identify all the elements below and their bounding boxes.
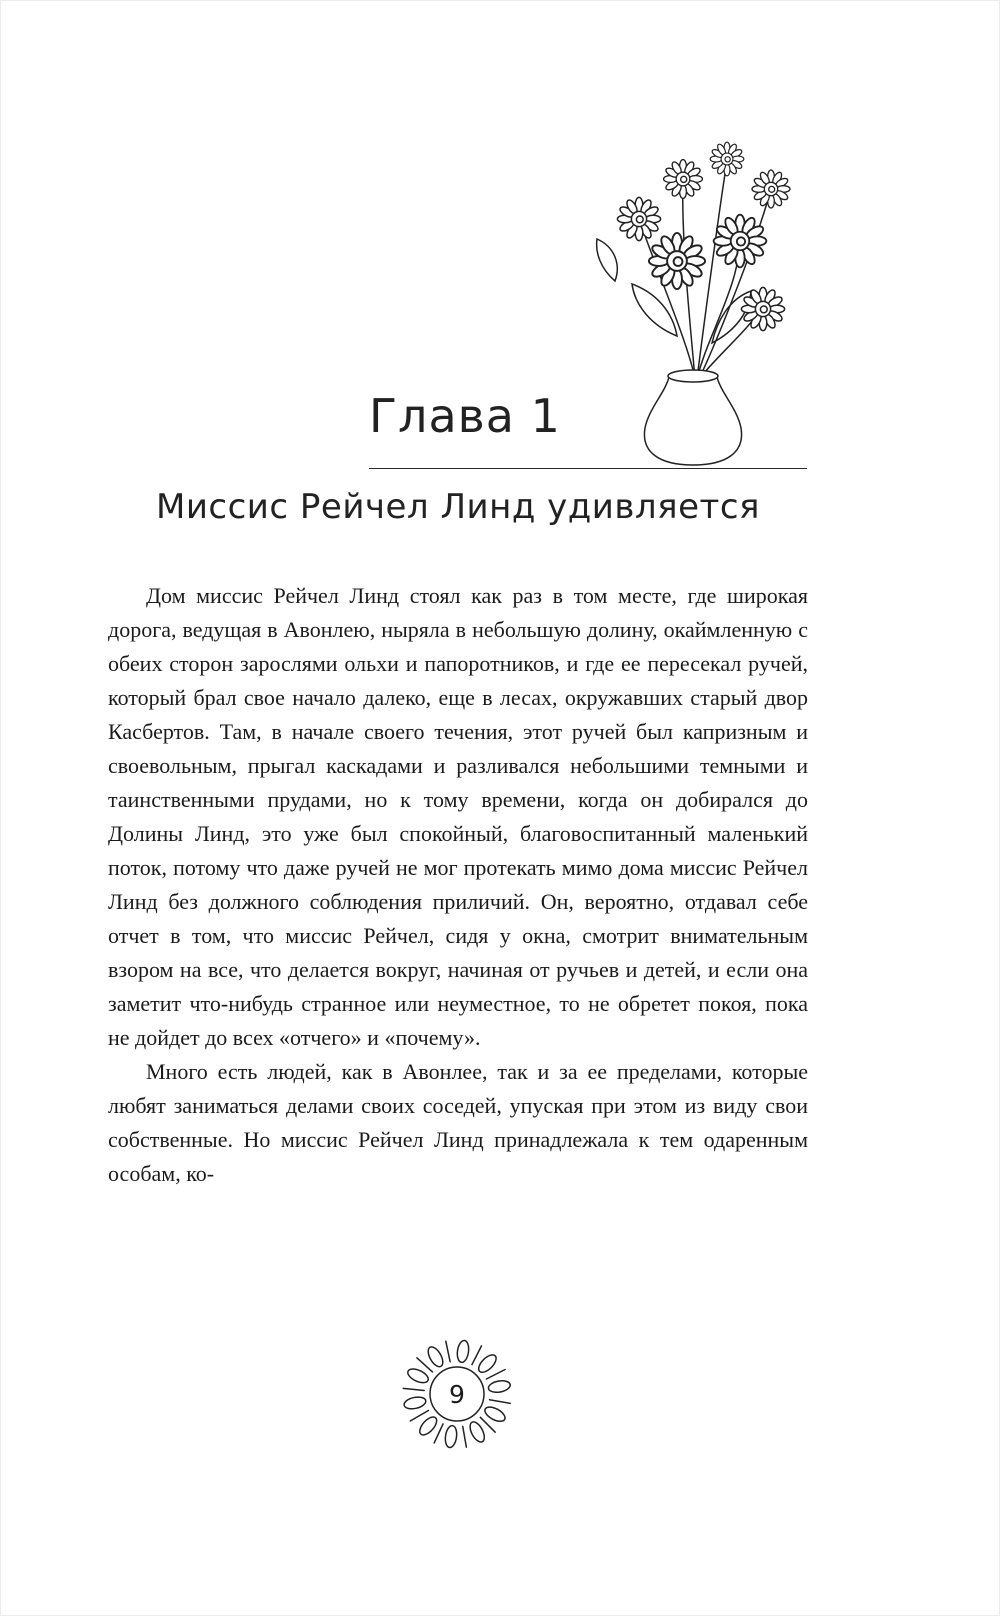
page-footer xyxy=(393,1331,521,1457)
chapter-title: Миссис Рейчел Линд удивляется xyxy=(155,487,760,527)
body-paragraph-2: Много есть людей, как в Авонлее, так и за ее пределами, которые любят заниматься делами своих соседей, упуская при этом из виду свои собственные. Но миссис Рейчел Линд принадлежала к тем одаренным особам, ко- xyxy=(108,1059,808,1186)
chapter-label: Глава 1 xyxy=(369,389,561,443)
sunflower-bouquet-illustration xyxy=(577,121,809,471)
body-paragraph-1: Дом миссис Рейчел Линд стоял как раз в том месте, где широкая дорога, ведущая в Авонлею, ныряла в небольшую долину, окаймленную с обеих сторон зарослями ольхи и папоротников, и где ее пересекал ручей, который брал свое начало далеко, еще в лесах, окружавших старый двор Касбертов. Там, в начале своего течения, этот ручей был капризным и своевольным, прыгал каскадами и разливался небольшими темными и таинственными прудами, но к тому времени, когда он добирался до Долины Линд, это уже был спокойный, благовоспитанный маленький поток, потому что даже ручей не мог протекать мимо дома миссис Рейчел Линд без должного соблюдения приличий. Он, вероятно, отдавал себе отчет в том, что миссис Рейчел, сидя у окна, смотрит внимательным взором на все, что делается вокруг, начиная от ручьев и детей, и если она заметит что-нибудь странное или неуместное, то не обретет покоя, пока не дойдет до всех «отчего» и «почему». xyxy=(108,583,808,1050)
page-number: 9 xyxy=(449,1379,465,1409)
chapter-divider-rule xyxy=(369,468,807,469)
chapter-body-text xyxy=(108,579,808,1191)
